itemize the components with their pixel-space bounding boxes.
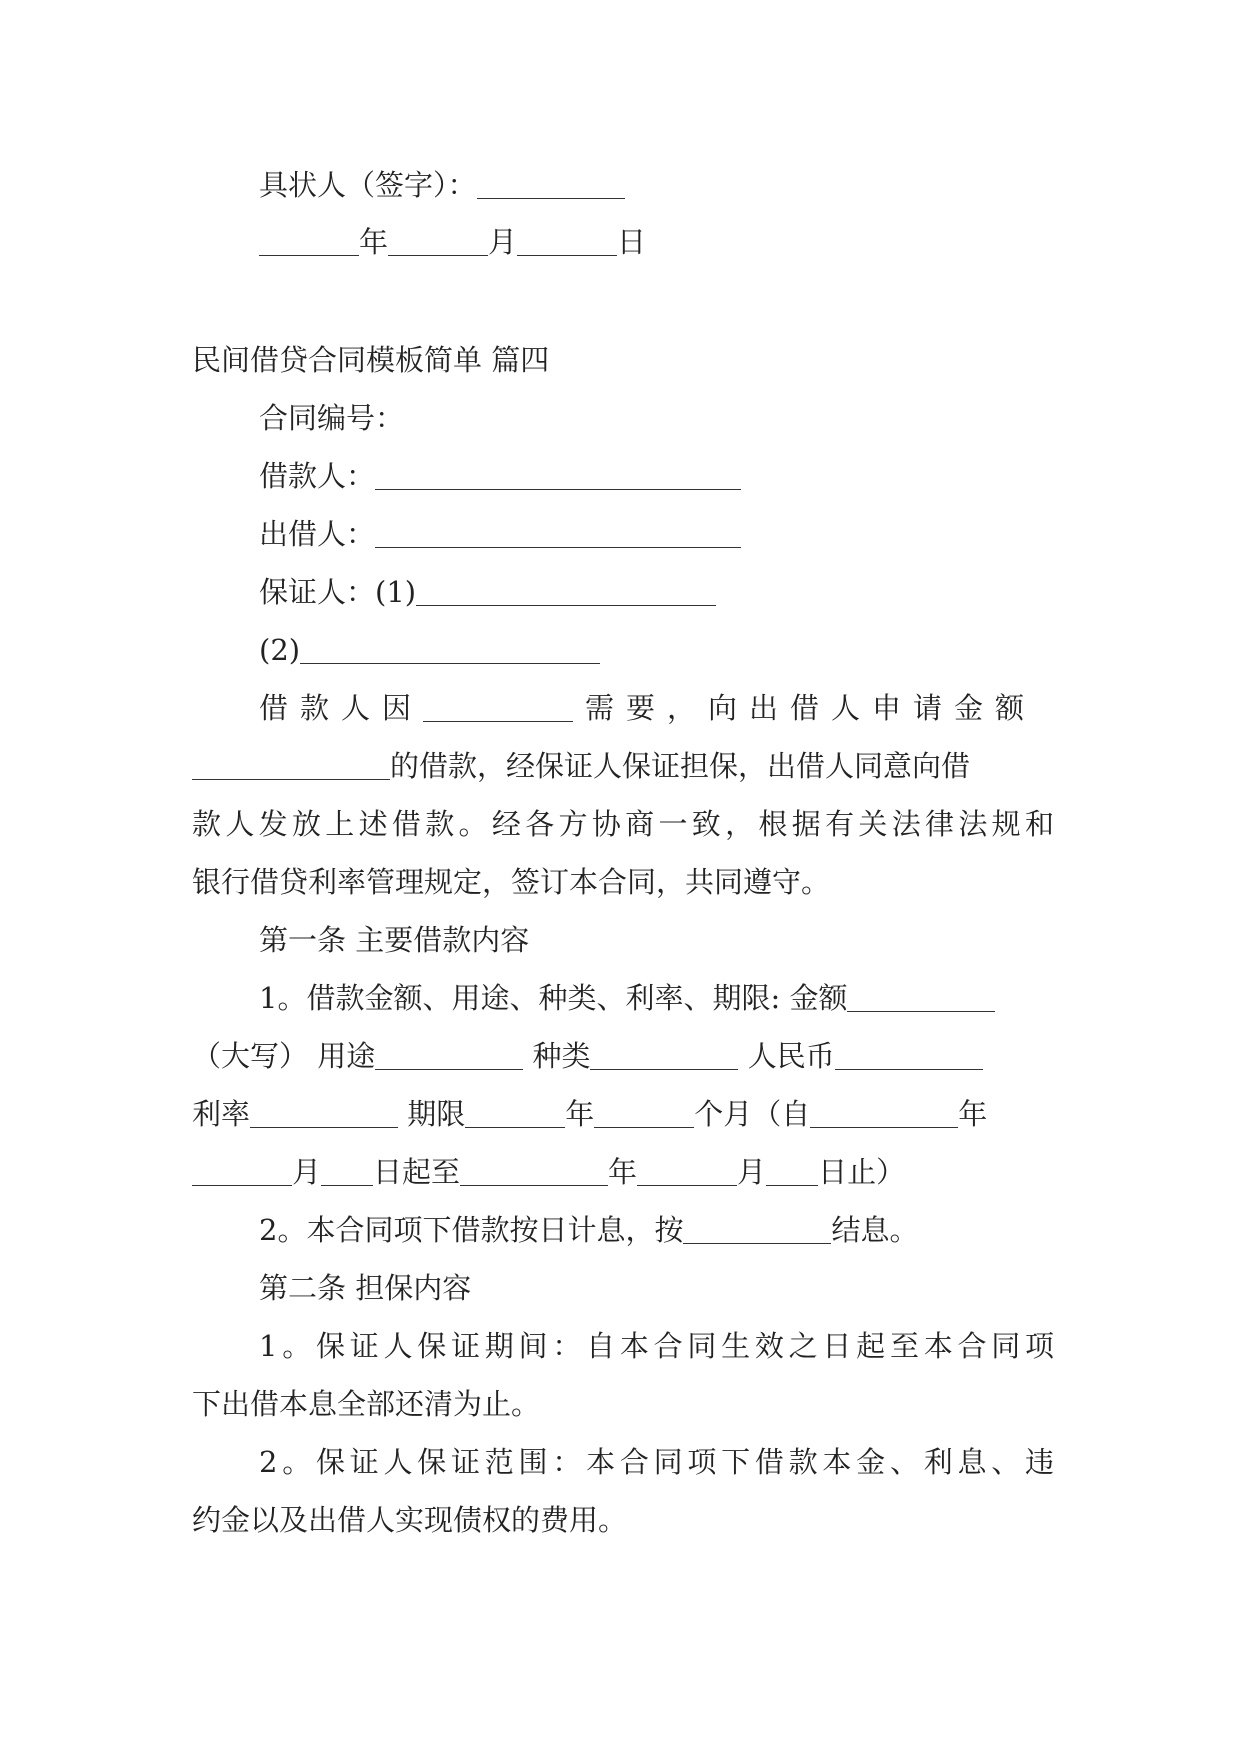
term-month-label: 个月（自 bbox=[694, 1097, 811, 1131]
year-blank bbox=[259, 225, 359, 256]
start-year-blank bbox=[810, 1097, 958, 1128]
signer-line bbox=[259, 165, 625, 205]
end-year-blank bbox=[460, 1155, 608, 1186]
borrower-blank bbox=[375, 459, 741, 490]
signer-label: 具状人（签字）： bbox=[259, 168, 477, 202]
lender-label: 出借人： bbox=[259, 517, 376, 551]
lender-line bbox=[259, 514, 741, 554]
intro-text-1a: 借款人因 bbox=[259, 691, 424, 725]
section-title: 民间借贷合同模板简单 篇四 bbox=[192, 343, 550, 377]
usage-blank bbox=[375, 1039, 523, 1070]
start-day-blank bbox=[321, 1155, 373, 1186]
interest-period-blank bbox=[683, 1213, 831, 1244]
month-blank bbox=[388, 225, 488, 256]
article-1-item-1-line-1 bbox=[259, 978, 995, 1018]
term-year-label: 年 bbox=[565, 1097, 595, 1131]
rmb-blank bbox=[835, 1039, 983, 1070]
intro-text-1b: 需要，向出借人申请金额 bbox=[585, 691, 1037, 725]
usage-label: 用途 bbox=[317, 1039, 376, 1073]
interest-settle-text: 结息。 bbox=[831, 1213, 919, 1247]
guarantor-label: 保证人： bbox=[259, 575, 376, 609]
article-1-item-1-line-2 bbox=[192, 1036, 983, 1076]
article-1-item-1-line-4 bbox=[192, 1152, 905, 1192]
contract-number: 合同编号： bbox=[259, 401, 405, 435]
intro-line-4: 银行借贷利率管理规定，签订本合同，共同遵守。 bbox=[192, 865, 831, 899]
rate-blank bbox=[250, 1097, 398, 1128]
term-year-blank bbox=[465, 1097, 565, 1128]
borrower-label: 借款人： bbox=[259, 459, 376, 493]
article-2-item-1-line-1: 1。保证人保证期间：自本合同生效之日起至本合同项 bbox=[259, 1329, 1054, 1363]
day-blank bbox=[517, 225, 617, 256]
guarantor-1-blank bbox=[416, 575, 716, 606]
date-line bbox=[259, 222, 646, 262]
article-1-item-2 bbox=[259, 1210, 918, 1250]
loan-amount-blank bbox=[847, 981, 995, 1012]
term-label: 期限 bbox=[407, 1097, 466, 1131]
uppercase-label: （大写） bbox=[192, 1039, 309, 1073]
start-month-label: 月 bbox=[292, 1155, 322, 1189]
article-2-title: 第二条 担保内容 bbox=[259, 1271, 472, 1305]
term-month-blank bbox=[594, 1097, 694, 1128]
start-day-label: 日起至 bbox=[373, 1155, 461, 1189]
article-2-item-1-line-2: 下出借本息全部还清为止。 bbox=[192, 1387, 541, 1421]
borrower-line bbox=[259, 456, 741, 496]
article-2-item-2-line-1: 2。保证人保证范围：本合同项下借款本金、利息、违 bbox=[259, 1445, 1054, 1479]
year-label: 年 bbox=[359, 225, 389, 259]
end-month-blank bbox=[637, 1155, 737, 1186]
type-label: 种类 bbox=[532, 1039, 591, 1073]
type-blank bbox=[590, 1039, 738, 1070]
signer-blank bbox=[477, 168, 625, 199]
day-label: 日 bbox=[617, 225, 647, 259]
end-year-label: 年 bbox=[608, 1155, 638, 1189]
rate-label: 利率 bbox=[192, 1097, 251, 1131]
purpose-blank bbox=[423, 691, 573, 722]
guarantor-line-2 bbox=[259, 630, 600, 670]
end-day-blank bbox=[766, 1155, 818, 1186]
end-month-label: 月 bbox=[737, 1155, 767, 1189]
rmb-label: 人民币 bbox=[747, 1039, 835, 1073]
start-year-label: 年 bbox=[958, 1097, 988, 1131]
month-label: 月 bbox=[488, 225, 518, 259]
guarantor-2-number: (2) bbox=[259, 633, 301, 667]
loan-terms-text: 1。借款金额、用途、种类、利率、期限: 金额 bbox=[259, 981, 848, 1015]
intro-line-3: 款人发放上述借款。经各方协商一致，根据有关法律法规和 bbox=[192, 807, 1054, 841]
lender-blank bbox=[375, 517, 741, 548]
interest-text: 2。本合同项下借款按日计息，按 bbox=[259, 1213, 684, 1247]
article-1-item-1-line-3 bbox=[192, 1094, 987, 1134]
intro-text-2: 的借款，经保证人保证担保，出借人同意向借 bbox=[390, 749, 971, 783]
article-1-title: 第一条 主要借款内容 bbox=[259, 923, 530, 957]
article-2-item-2-line-2: 约金以及出借人实现债权的费用。 bbox=[192, 1503, 628, 1537]
end-day-label: 日止） bbox=[818, 1155, 906, 1189]
guarantor-line-1 bbox=[259, 572, 716, 612]
intro-line-1 bbox=[259, 688, 1054, 728]
amount-blank bbox=[192, 749, 390, 780]
guarantor-2-blank bbox=[300, 633, 600, 664]
start-month-blank bbox=[192, 1155, 292, 1186]
intro-line-2 bbox=[192, 746, 970, 786]
guarantor-1-number: (1) bbox=[375, 575, 417, 609]
